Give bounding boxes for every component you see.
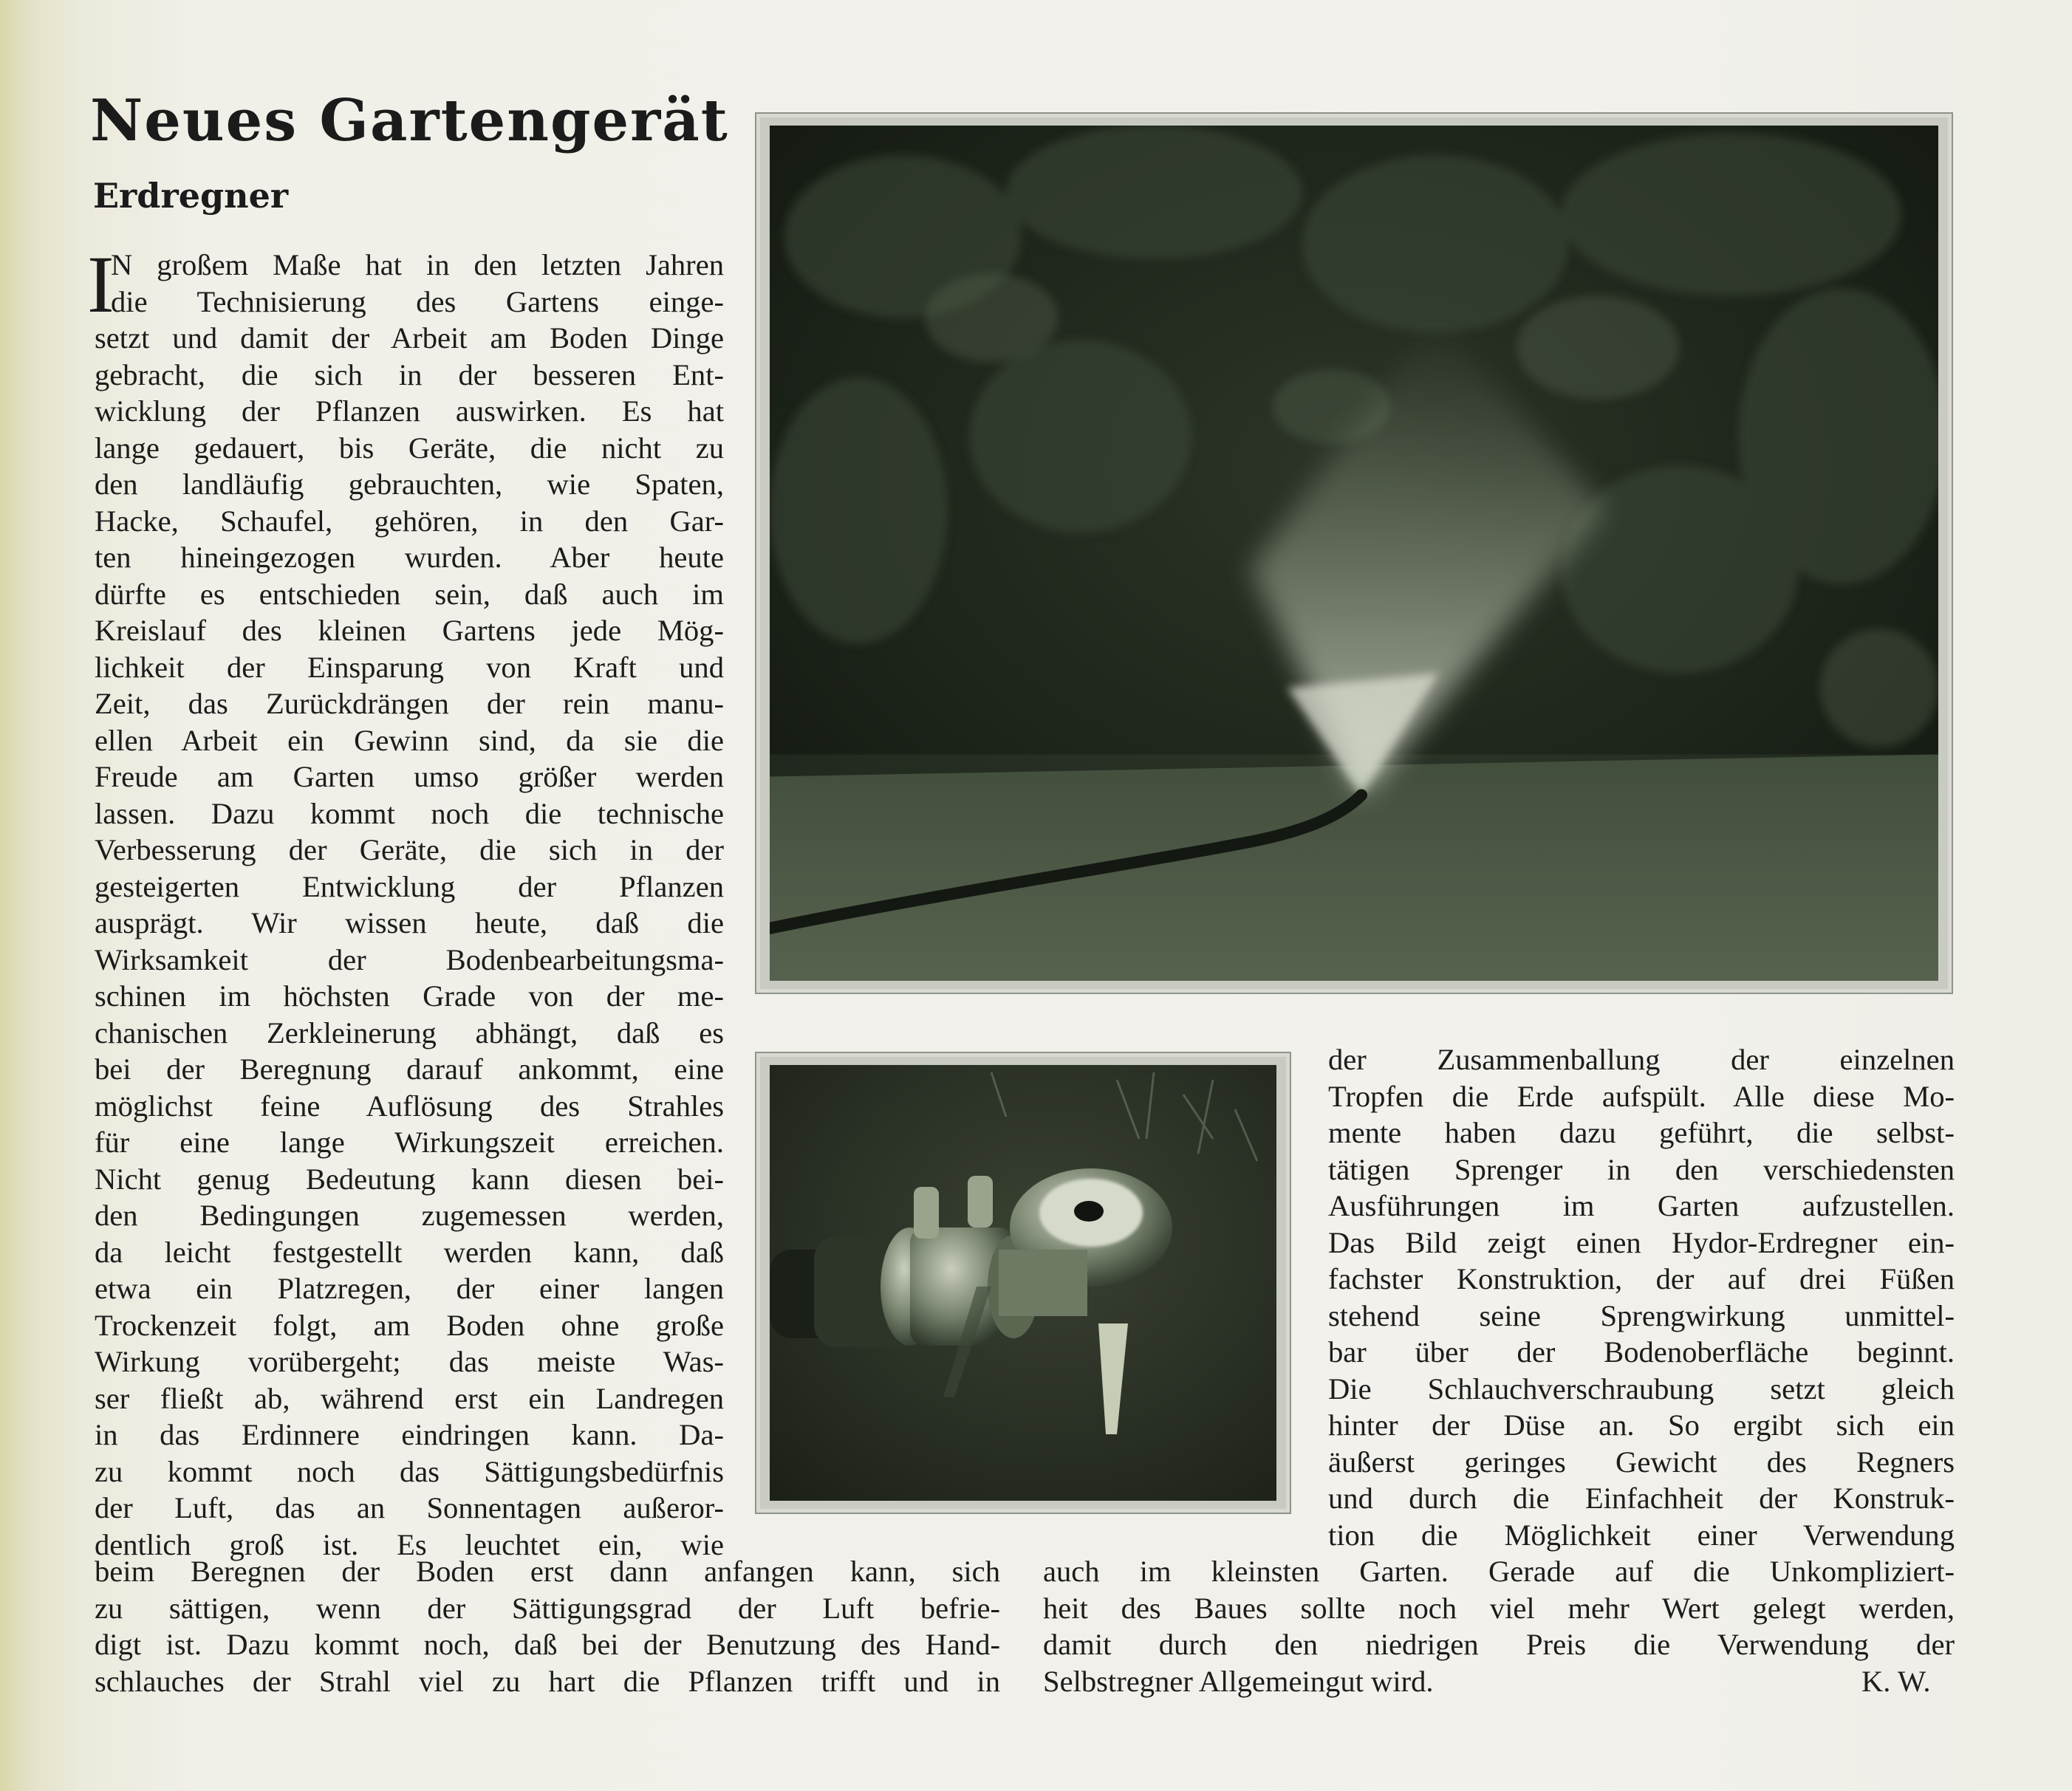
text-line: Verbesserung der Geräte, die sich in der [95, 833, 724, 866]
text-line: fachster Konstruktion, der auf drei Füßen [1328, 1262, 1955, 1295]
text-line: gebracht, die sich in der besseren Ent- [95, 357, 724, 391]
text-line: lange gedauert, bis Geräte, die nicht zu [95, 431, 724, 465]
text-line: bar über der Bodenoberfläche beginnt. [1328, 1335, 1955, 1369]
regner-closeup-photo [755, 1052, 1291, 1514]
left-text-column [95, 247, 724, 1563]
text-line: Hacke, Schaufel, gehören, in den Gar- [95, 504, 724, 538]
text-line: Freude am Garten umso größer werden [95, 760, 724, 793]
text-line: der Zusammenballung der einzelnen [1328, 1043, 1955, 1076]
text-line: Trockenzeit folgt, am Boden ohne große [95, 1308, 724, 1342]
text-line: digt ist. Dazu kommt noch, daß bei der Benutzung des Hand- [95, 1628, 1000, 1661]
text-line: möglichst feine Auflösung des Strahles [95, 1089, 724, 1123]
text-line: den Bedingungen zugemessen werden, [95, 1199, 724, 1232]
text-line: für eine lange Wirkungszeit erreichen. [95, 1126, 724, 1159]
bottom-right-text [1043, 1553, 1955, 1699]
text-line: Selbstregner Allgemeingut wird. [1043, 1664, 1434, 1698]
text-line: Ausführungen im Garten aufzustellen. [1328, 1189, 1955, 1222]
text-line: Wirksamkeit der Bodenbearbeitungsma- [95, 942, 724, 976]
text-line: heit des Baues sollte noch viel mehr Wert gelegt werden, [1043, 1591, 1955, 1625]
text-line: chanischen Zerkleinerung abhängt, daß es [95, 1016, 724, 1049]
text-line: stehend seine Sprengwirkung unmittel- [1328, 1298, 1955, 1332]
text-line: zu sättigen, wenn der Sättigungsgrad der Luft befrie- [95, 1591, 1000, 1625]
text-line: tätigen Sprenger in den verschiedensten [1328, 1152, 1955, 1186]
text-line: bei der Beregnung darauf ankommt, eine [95, 1052, 724, 1086]
drop-cap: I [87, 239, 114, 329]
text-line: Kreislauf des kleinen Gartens jede Mög- [95, 614, 724, 647]
article-subtitle: Erdregner [93, 176, 289, 216]
text-line: den landläufig gebrauchten, wie Spaten, [95, 468, 724, 501]
text-line: Wirkung vorübergeht; das meiste Was- [95, 1345, 724, 1378]
text-line: ausprägt. Wir wissen heute, daß die [95, 906, 724, 939]
text-line: die Technisierung des Gartens einge- [111, 284, 724, 318]
text-line: Zeit, das Zurückdrängen der rein manu- [95, 687, 724, 720]
text-line: da leicht festgestellt werden kann, daß [95, 1235, 724, 1269]
text-line: Das Bild zeigt einen Hydor-Erdregner ein- [1328, 1225, 1955, 1259]
text-line: der Luft, das an Sonnentagen außeror- [95, 1491, 724, 1524]
bottom-left-text [95, 1553, 1000, 1699]
text-line: wicklung der Pflanzen auswirken. Es hat [95, 394, 724, 428]
regner-closeup-image [770, 1065, 1276, 1501]
text-line: setzt und damit der Arbeit am Boden Dinge [95, 321, 724, 355]
text-line: beim Beregnen der Boden erst dann anfangen kann, sich [95, 1555, 1000, 1588]
text-line: lassen. Dazu kommt noch die technische [95, 796, 724, 830]
text-line: schinen im höchsten Grade von der me- [95, 979, 724, 1013]
text-line: dentlich groß ist. Es leuchtet ein, wie [95, 1527, 724, 1561]
text-line: zu kommt noch das Sättigungsbedürfnis [95, 1454, 724, 1488]
text-line: gesteigerten Entwicklung der Pflanzen [95, 869, 724, 903]
text-line: ellen Arbeit ein Gewinn sind, da sie die [95, 723, 724, 757]
text-line: tion die Möglichkeit einer Verwendung [1328, 1518, 1955, 1552]
text-line: und durch die Einfachheit der Konstruk- [1328, 1482, 1955, 1515]
text-line: Die Schlauchverschraubung setzt gleich [1328, 1371, 1955, 1405]
text-line: N großem Maße hat in den letzten Jahren [111, 248, 724, 281]
sprinkler-spray-photo [755, 112, 1953, 994]
text-line: ten hineingezogen wurden. Aber heute [95, 541, 724, 574]
right-text-column [1328, 1041, 1955, 1553]
article-title: Neues Gartengerät [90, 87, 729, 154]
text-line: ser fließt ab, während erst ein Landregen [95, 1381, 724, 1415]
text-line: in das Erdinnere eindringen kann. Da- [95, 1418, 724, 1451]
text-line: auch im kleinsten Garten. Gerade auf die Unkompliziert- [1043, 1555, 1955, 1588]
text-line: lichkeit der Einsparung von Kraft und [95, 650, 724, 684]
text-line: etwa ein Platzregen, der einer langen [95, 1272, 724, 1305]
text-line: schlauches der Strahl viel zu hart die Pflanzen trifft und in [95, 1664, 1000, 1698]
sprinkler-spray-image [770, 126, 1938, 981]
text-line: äußerst geringes Gewicht des Regners [1328, 1445, 1955, 1479]
text-line: hinter der Düse an. So ergibt sich ein [1328, 1408, 1955, 1442]
text-line: mente haben dazu geführt, die selbst- [1328, 1116, 1955, 1149]
text-line: dürfte es entschieden sein, daß auch im [95, 577, 724, 611]
text-line: Tropfen die Erde aufspült. Alle diese Mo- [1328, 1079, 1955, 1113]
text-line: Nicht genug Bedeutung kann diesen bei- [95, 1162, 724, 1196]
author-signature: K. W. [1861, 1665, 1931, 1698]
text-line: damit durch den niedrigen Preis die Verwendung der [1043, 1628, 1955, 1661]
